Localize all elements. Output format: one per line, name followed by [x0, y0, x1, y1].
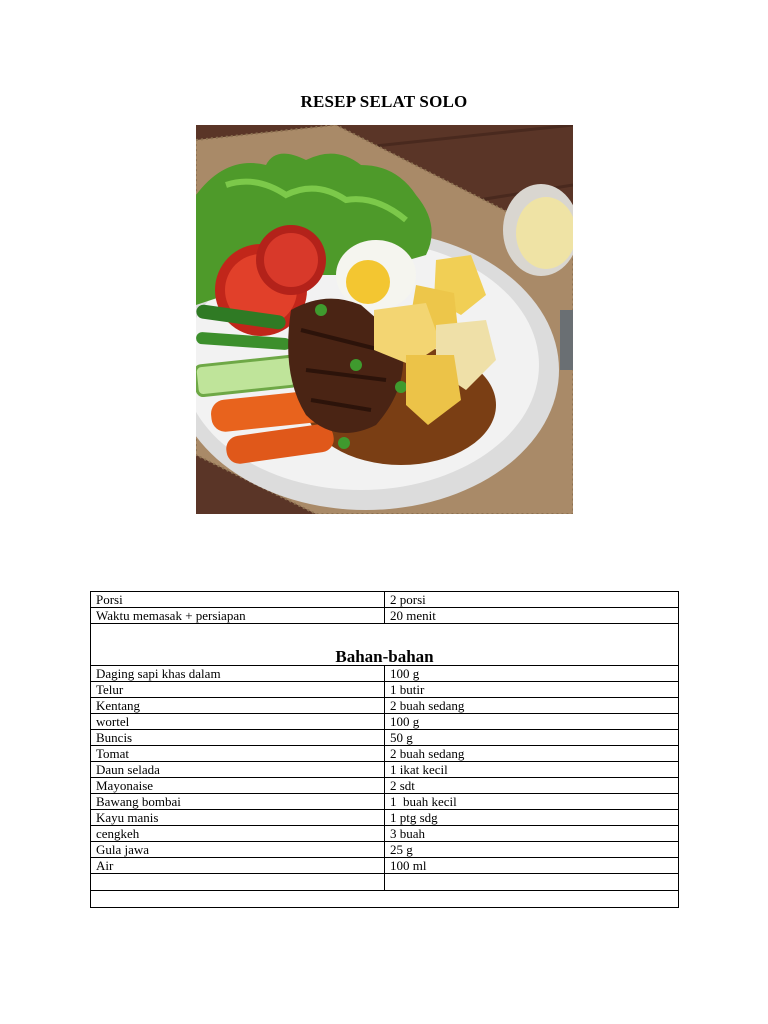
ingredient-row: [91, 810, 679, 826]
ingredient-row: [91, 762, 679, 778]
ingredient-name: Kayu manis: [91, 810, 385, 826]
ingredient-row: [91, 746, 679, 762]
ingredient-name: Telur: [91, 682, 385, 698]
info-row-porsi: [91, 592, 679, 608]
section-title: Bahan-bahan: [91, 624, 679, 666]
ingredient-qty: 1 butir: [385, 682, 679, 698]
ingredient-name: Gula jawa: [91, 842, 385, 858]
empty-cell: [385, 874, 679, 891]
info-label: Waktu memasak + persiapan: [91, 608, 385, 624]
ingredient-name: Mayonaise: [91, 778, 385, 794]
ingredient-row: [91, 778, 679, 794]
ingredient-row: [91, 730, 679, 746]
ingredient-name: Buncis: [91, 730, 385, 746]
section-row: [91, 624, 679, 666]
recipe-table: [90, 591, 679, 908]
salad-plate-photo: [196, 125, 573, 514]
ingredient-name: Daging sapi khas dalam: [91, 666, 385, 682]
ingredient-name: Daun selada: [91, 762, 385, 778]
ingredient-qty: 1 buah kecil: [385, 794, 679, 810]
empty-row: [91, 874, 679, 891]
page-title: RESEP SELAT SOLO: [300, 92, 468, 111]
ingredient-row: [91, 794, 679, 810]
empty-cell: [91, 891, 679, 908]
ingredient-name: cengkeh: [91, 826, 385, 842]
ingredient-name: Kentang: [91, 698, 385, 714]
ingredient-row: [91, 842, 679, 858]
ingredient-name: wortel: [91, 714, 385, 730]
info-label: Porsi: [91, 592, 385, 608]
ingredient-name: Tomat: [91, 746, 385, 762]
ingredient-qty: 1 ptg sdg: [385, 810, 679, 826]
ingredient-name: Bawang bombai: [91, 794, 385, 810]
ingredient-row: [91, 666, 679, 682]
ingredient-row: [91, 698, 679, 714]
info-value: 2 porsi: [385, 592, 679, 608]
info-row-waktu: [91, 608, 679, 624]
empty-row: [91, 891, 679, 908]
ingredient-qty: 50 g: [385, 730, 679, 746]
ingredient-name: Air: [91, 858, 385, 874]
ingredient-row: [91, 858, 679, 874]
ingredient-qty: 2 buah sedang: [385, 698, 679, 714]
empty-cell: [91, 874, 385, 891]
ingredient-qty: 2 sdt: [385, 778, 679, 794]
ingredient-qty: 100 ml: [385, 858, 679, 874]
ingredient-qty: 25 g: [385, 842, 679, 858]
ingredient-qty: 100 g: [385, 666, 679, 682]
ingredient-qty: 3 buah: [385, 826, 679, 842]
ingredient-row: [91, 826, 679, 842]
info-value: 20 menit: [385, 608, 679, 624]
ingredient-qty: 2 buah sedang: [385, 746, 679, 762]
ingredient-row: [91, 714, 679, 730]
ingredient-qty: 1 ikat kecil: [385, 762, 679, 778]
ingredient-row: [91, 682, 679, 698]
ingredient-qty: 100 g: [385, 714, 679, 730]
